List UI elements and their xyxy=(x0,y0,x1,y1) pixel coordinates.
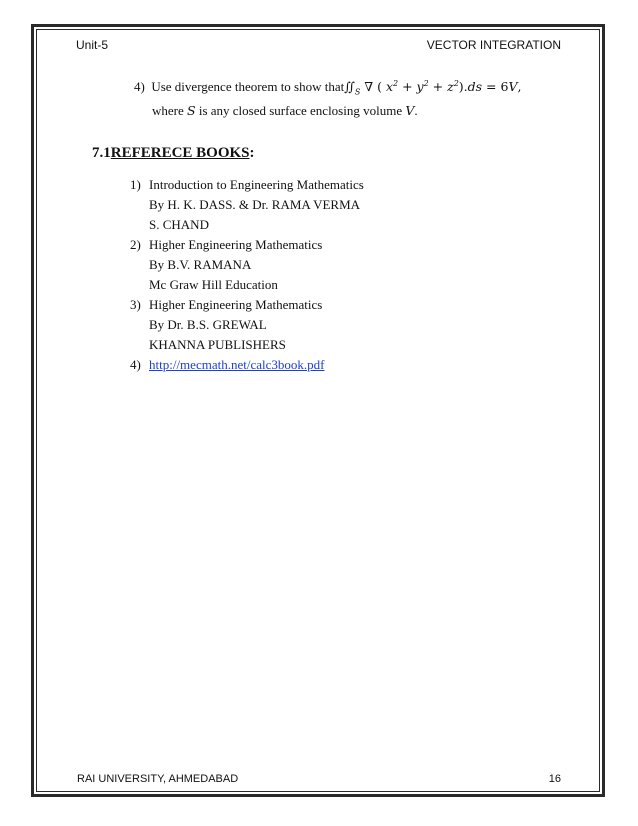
page-border-inner xyxy=(36,29,600,792)
reference-publisher: KHANNA PUBLISHERS xyxy=(149,337,286,352)
footer-university: RAI UNIVERSITY, AHMEDABAD xyxy=(77,773,239,785)
page-number: 16 xyxy=(548,773,561,785)
exercise-number: 4) xyxy=(134,79,145,94)
header-chapter-title: VECTOR INTEGRATION xyxy=(426,38,561,52)
reference-title: Introduction to Engineering Mathematics xyxy=(149,177,364,192)
header-unit: Unit-5 xyxy=(76,38,109,52)
reference-author: By Dr. B.S. GREWAL xyxy=(149,317,267,332)
reference-item: 2) Higher Engineering Mathematics By B.V. RAMANA Mc Graw Hill Education xyxy=(130,235,364,295)
reference-author: By B.V. RAMANA xyxy=(149,257,252,272)
reference-item: 4) http://mecmath.net/calc3book.pdf xyxy=(130,357,325,372)
reference-title: Higher Engineering Mathematics xyxy=(149,297,323,312)
reference-item: 1) Introduction to Engineering Mathematics By H. K. DASS. & Dr. RAMA VERMA S. CHAND xyxy=(130,175,364,235)
section-number: 7.1 xyxy=(92,145,111,161)
exercise-4-line2: where S is any closed surface enclosing volume V. xyxy=(152,103,418,118)
reference-link[interactable]: http://mecmath.net/calc3book.pdf xyxy=(149,357,325,372)
section-heading: 7.1REFERECE BOOKS: xyxy=(92,145,255,161)
reference-publisher: S. CHAND xyxy=(149,217,209,232)
exercise-4-line1 xyxy=(134,75,521,99)
reference-publisher: Mc Graw Hill Education xyxy=(149,277,278,292)
reference-title: Higher Engineering Mathematics xyxy=(149,237,323,252)
section-title: REFERECE BOOKS xyxy=(110,145,250,161)
reference-item: 3) Higher Engineering Mathematics By Dr. B.S. GREWAL KHANNA PUBLISHERS xyxy=(130,295,364,355)
reference-list xyxy=(130,175,364,375)
reference-author: By H. K. DASS. & Dr. RAMA VERMA xyxy=(149,197,361,212)
divergence-equation: $∬_S$ ∇ ( $x^2 + y^2 + z^2).ds = 6V$, xyxy=(344,78,522,97)
exercise-text: Use divergence theorem to show that xyxy=(151,79,345,94)
